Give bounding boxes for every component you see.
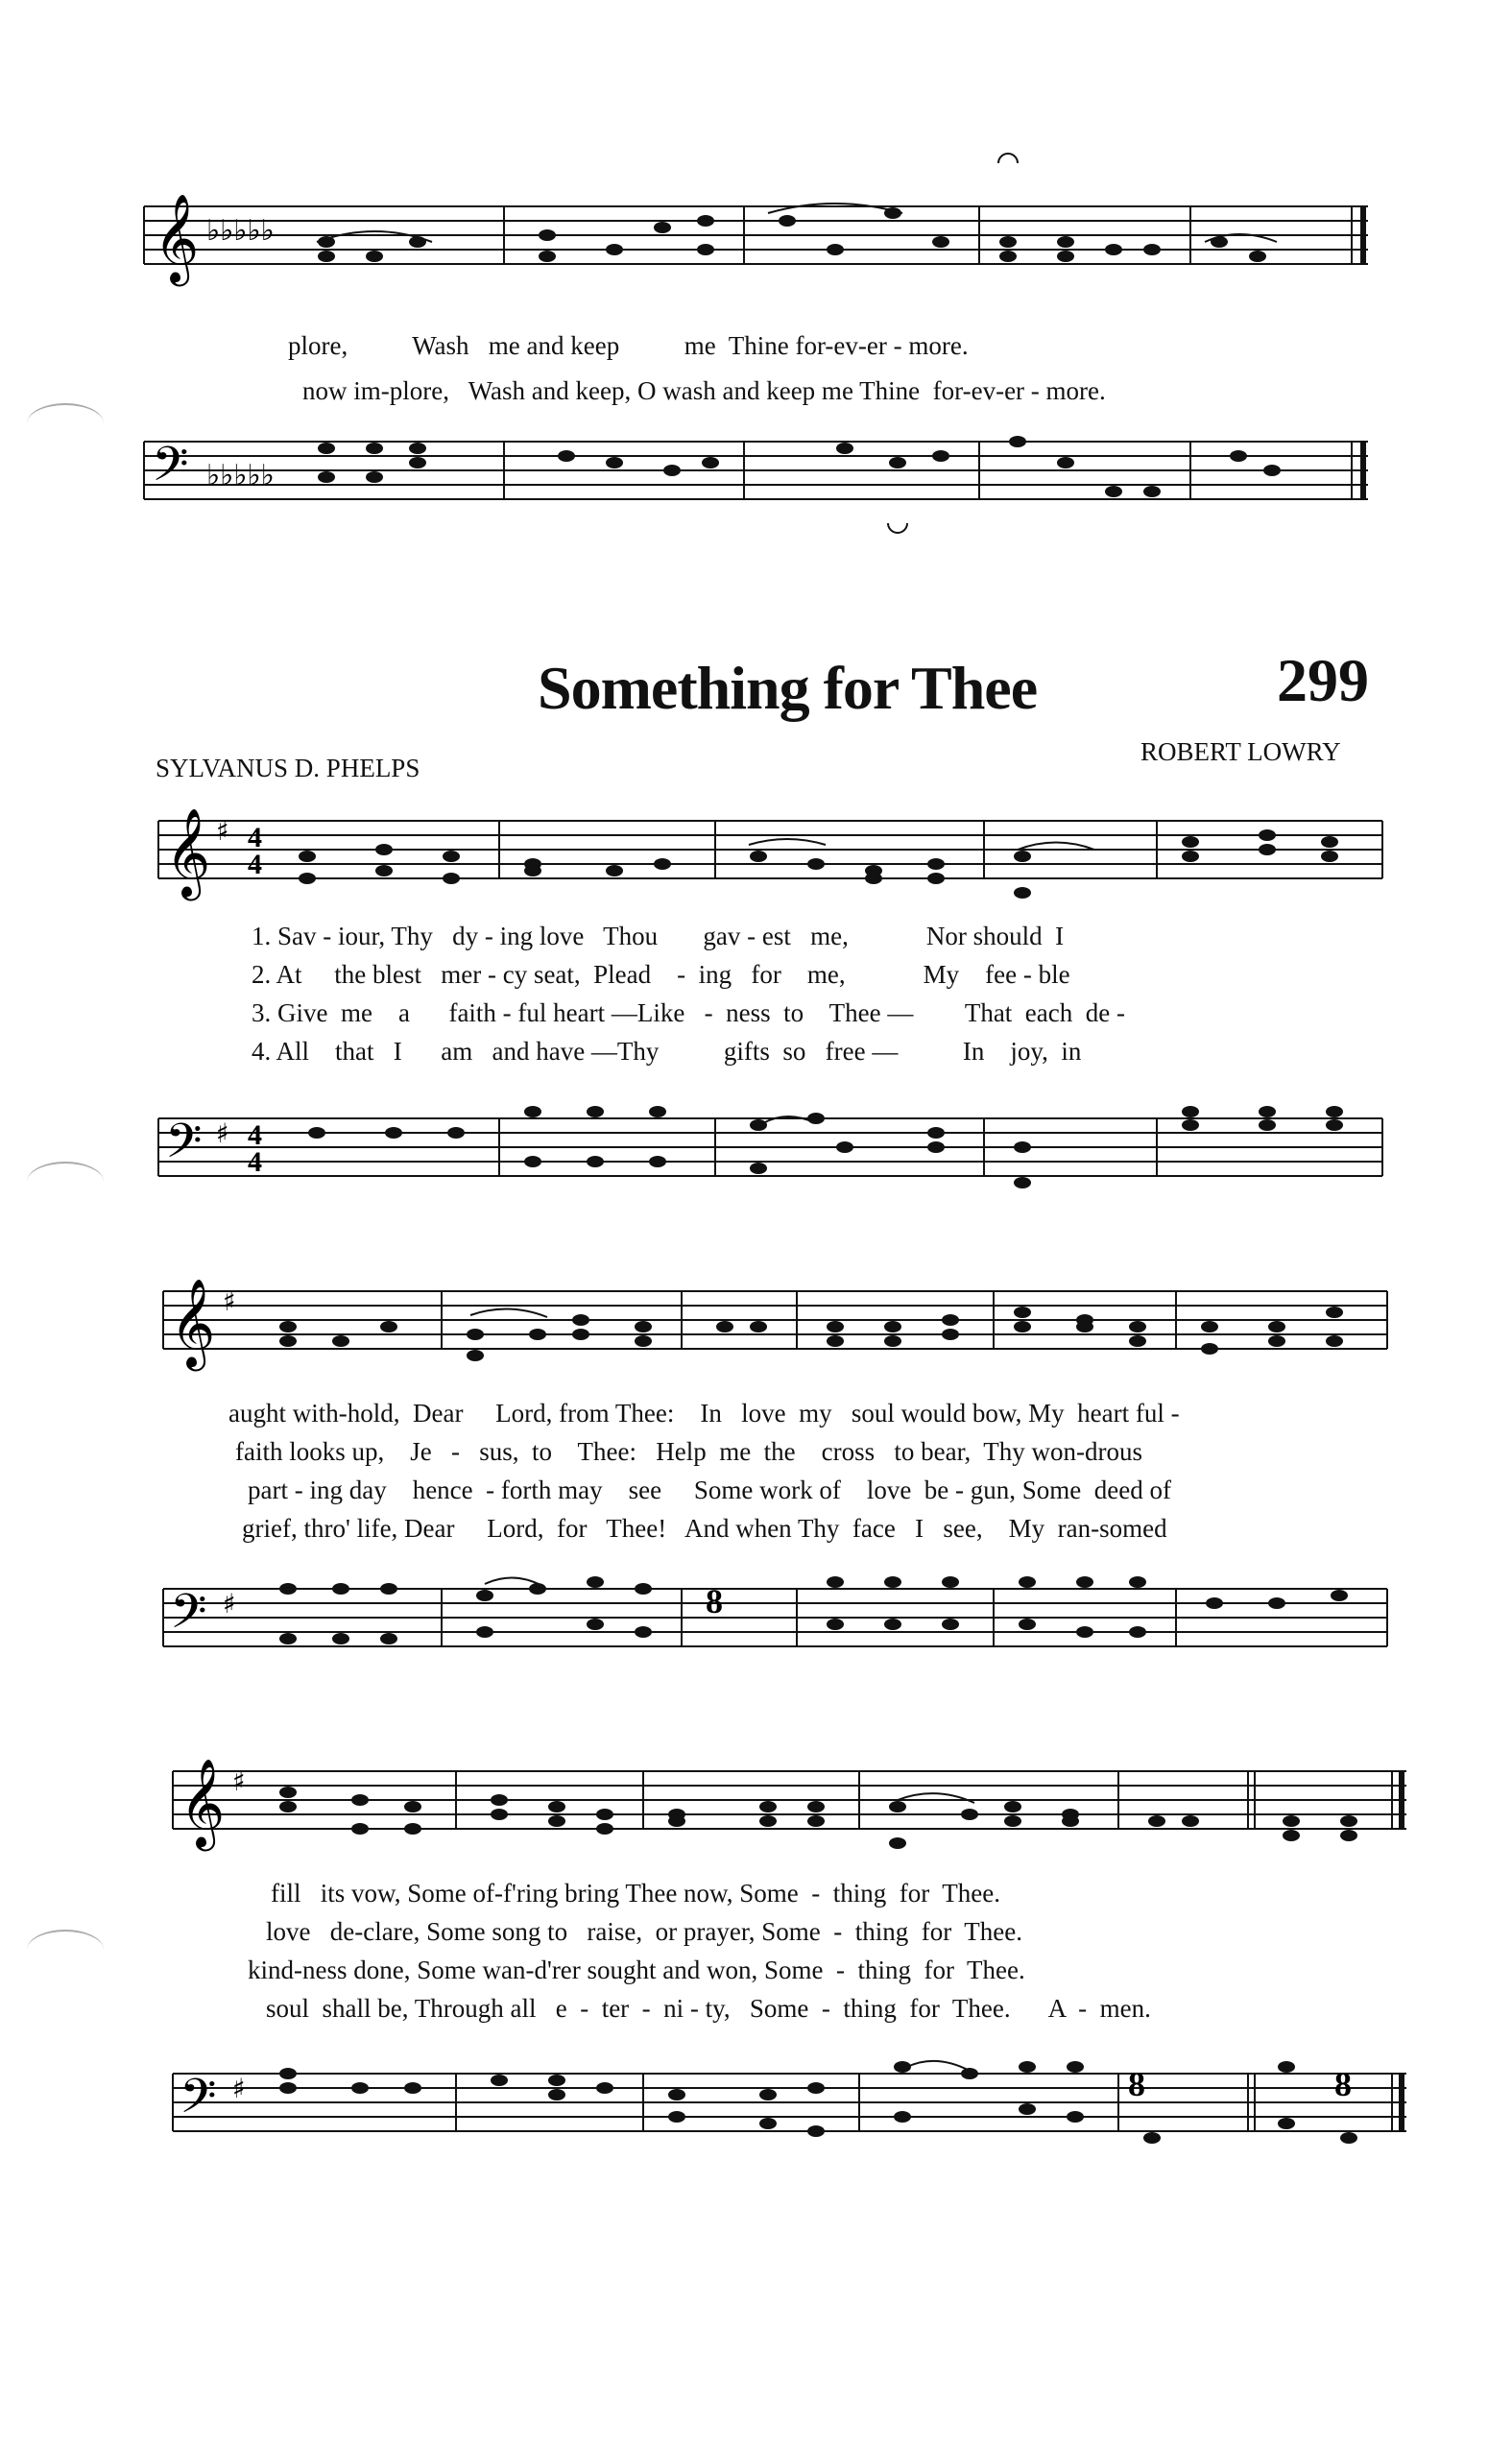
svg-text:𝄢: 𝄢 [170, 1584, 207, 1651]
system1-bass-staff [0, 1075, 1512, 1219]
svg-text:𝄞: 𝄞 [165, 807, 211, 897]
svg-text:𝄢: 𝄢 [165, 1114, 203, 1181]
verse4-line: grief, thro' life, Dear Lord, for Thee! And when Thy face I see, My ran-somed [242, 1514, 1167, 1543]
prev-hymn-lyric-line: now im-plore, Wash and keep, O wash and keep me Thine for-ev-er - more. [302, 376, 1106, 405]
hymn-number: 299 [1277, 646, 1369, 714]
svg-text:𝄞: 𝄞 [170, 1278, 216, 1367]
verse1-line: aught with-hold, Dear Lord, from Thee: In love my soul would bow, My heart ful - [228, 1399, 1180, 1428]
svg-text:4: 4 [248, 822, 262, 853]
verse1-line: fill its vow, Some of-f'ring bring Thee now, Some - thing for Thee. [271, 1879, 1000, 1908]
verse3-line: part - ing day hence - forth may see Some work of love be - gun, Some deed of [248, 1476, 1171, 1504]
svg-text:8: 8 [706, 1582, 723, 1620]
system2-bass-staff [0, 1546, 1512, 1690]
prev-hymn-bass-staff [0, 403, 1512, 557]
svg-text:♯: ♯ [223, 1285, 236, 1317]
verse3-line: kind-ness done, Some wan-d'rer sought and won, Some - thing for Thee. [248, 1956, 1025, 1984]
svg-text:𝄞: 𝄞 [180, 1758, 226, 1847]
svg-text:4: 4 [248, 1119, 262, 1151]
svg-text:𝄢: 𝄢 [152, 437, 189, 504]
punch-hole [27, 1930, 104, 1970]
svg-text:♯: ♯ [216, 815, 229, 847]
svg-text:♯: ♯ [232, 2073, 246, 2104]
svg-text:𝄢: 𝄢 [180, 2069, 217, 2136]
svg-text:8: 8 [1128, 2065, 1145, 2103]
words-author: SYLVANUS D. PHELPS [156, 754, 420, 782]
verse3-line: 3. Give me a faith - ful heart —Like - ness to Thee — That each de - [252, 998, 1125, 1027]
music-composer: ROBERT LOWRY [1140, 737, 1341, 766]
system1-treble-staff [0, 787, 1512, 931]
verse1-line: 1. Sav - iour, Thy dy - ing love Thou gav - est me, Nor should I [252, 922, 1065, 950]
svg-text:4: 4 [248, 849, 262, 880]
svg-text:♭♭♭♭♭: ♭♭♭♭♭ [206, 214, 275, 248]
svg-text:𝄞: 𝄞 [154, 193, 200, 282]
system3-treble-staff [0, 1728, 1512, 1882]
svg-text:♯: ♯ [223, 1588, 236, 1620]
svg-text:4: 4 [248, 1146, 262, 1178]
prev-hymn-lyric-line: plore, Wash me and keep me Thine for-ev-er - more. [288, 331, 969, 360]
svg-text:♭♭♭♭♭: ♭♭♭♭♭ [206, 459, 275, 492]
system3-bass-staff [0, 2030, 1512, 2184]
verse2-line: faith looks up, Je - sus, to Thee: Help me the cross to bear, Thy won-drous [235, 1437, 1143, 1466]
verse2-line: 2. At the blest mer - cy seat, Plead - ing for me, My fee - ble [252, 960, 1070, 989]
verse2-line: love de-clare, Some song to raise, or prayer, Some - thing for Thee. [266, 1917, 1022, 1946]
hymn-title: Something for Thee [538, 654, 1038, 722]
svg-text:8: 8 [1334, 2065, 1352, 2103]
system2-treble-staff [0, 1248, 1512, 1392]
svg-text:♯: ♯ [216, 1117, 229, 1149]
prev-hymn-treble-staff [0, 134, 1512, 307]
verse4-line: soul shall be, Through all e - ter - ni - ty, Some - thing for Thee. A - men. [266, 1994, 1151, 2023]
verse4-line: 4. All that I am and have —Thy gifts so free — In joy, in [252, 1037, 1082, 1066]
svg-text:♯: ♯ [232, 1765, 246, 1797]
